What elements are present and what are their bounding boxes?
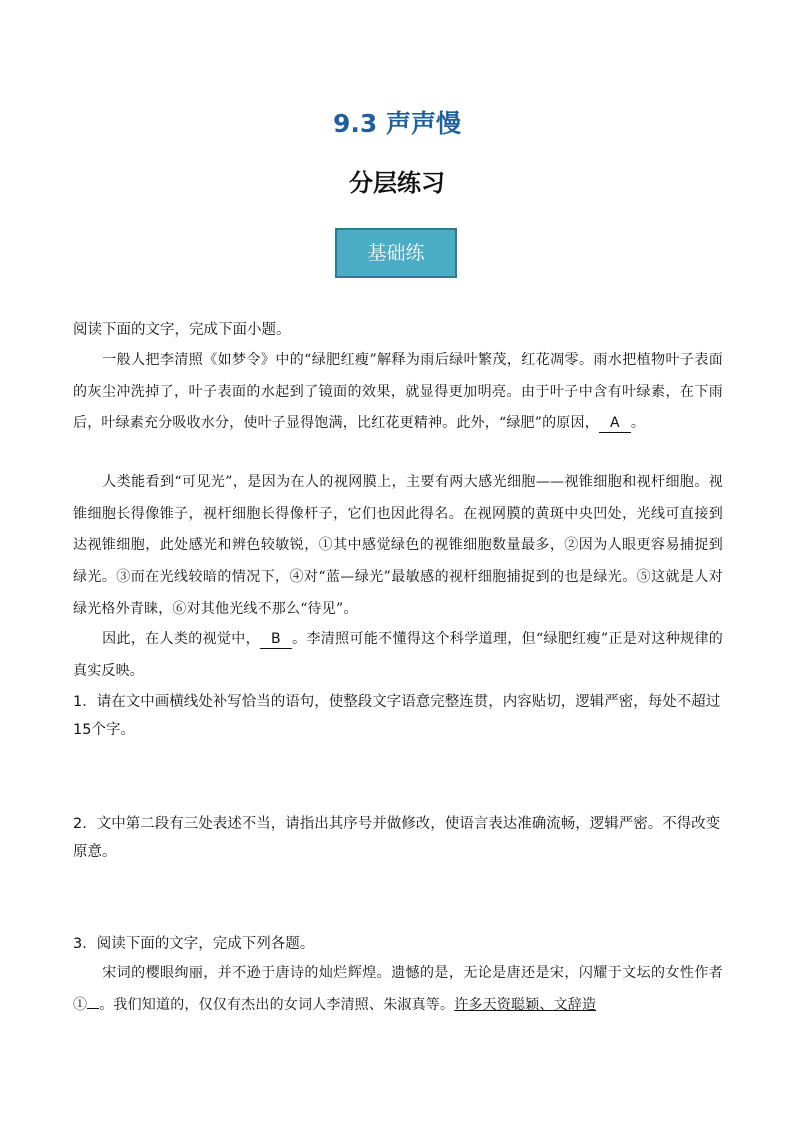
passage-p3-end: 。李清照可能不懂得这个科学道理，但“绿肥红瘦”正是对这种规律的真实反映。 [73,631,723,679]
passage-p2-text: 人类能看到“可见光”，是因为在人的视网膜上，主要有两大感光细胞——视锥细胞和视杆细胞。视锥细胞长得像锥子，视杆细胞长得像杆子，它们也因此得名。在视网膜的黄斑中央凹处，光线可直接到达视锥细胞，此处感光和辨色较敏锐，①其中感觉绿色的视锥细胞数量最多，②因为人眼更容易捕捉到绿光。③而在光线较暗的情况下，④对“蓝—绿光”最敏感的视杆细胞捕捉到的也是绿光。⑤这就是人对绿光格外青睐，⑥对其他光线不那么“待见”。 [73,474,723,617]
blank-a: A [599,414,631,433]
question-1: 1．请在文中画横线处补写恰当的语句，使整段文字语意完整连贯，内容贴切，逻辑严密，每处不超过15个字。 [73,694,721,738]
question-3: 3．阅读下面的文字，完成下列各题。 [73,936,315,952]
passage2-text: 宋词的樱眼绚丽，并不逊于唐诗的灿烂辉煌。遗憾的是，无论是唐还是宋，闪耀于文坛的女性作者① [73,965,723,1013]
passage-paragraph-1 [73,345,723,440]
section-badge: 基础练 [335,228,457,278]
passage2-paragraph [73,958,723,1021]
passage-paragraph-2 [73,467,723,626]
passage-p1-text: 一般人把李清照《如梦令》中的“绿肥红瘦”解释为雨后绿叶繁茂，红花凋零。雨水把植物叶子表面的灰尘冲洗掉了，叶子表面的水起到了镜面的效果，就显得更加明亮。由于叶子中含有叶绿素，在下雨后，叶绿素充分吸收水分，使叶子显得饱满，比红花更精神。此外，“绿肥”的原因， [73,352,723,432]
reading-instruction: 阅读下面的文字，完成下面小题。 [73,322,291,338]
blank-1 [87,1008,99,1009]
page-subtitle: 分层练习 [349,169,445,197]
passage-p3-text: 因此，在人类的视觉中， [102,631,260,647]
underlined-sentence: 许多天资聪颖、文辞造 [454,996,597,1013]
passage2-middle: 。我们知道的，仅仅有杰出的女词人李清照、朱淑真等。 [99,996,455,1013]
passage-paragraph-3 [73,624,723,687]
blank-b: B [260,630,292,649]
page-title: 9.3 声声慢 [333,109,461,138]
passage-p1-end: 。 [630,415,646,432]
question-2: 2．文中第二段有三处表述不当，请指出其序号并做修改，使语言表达准确流畅，逻辑严密。不得改变原意。 [73,816,721,860]
